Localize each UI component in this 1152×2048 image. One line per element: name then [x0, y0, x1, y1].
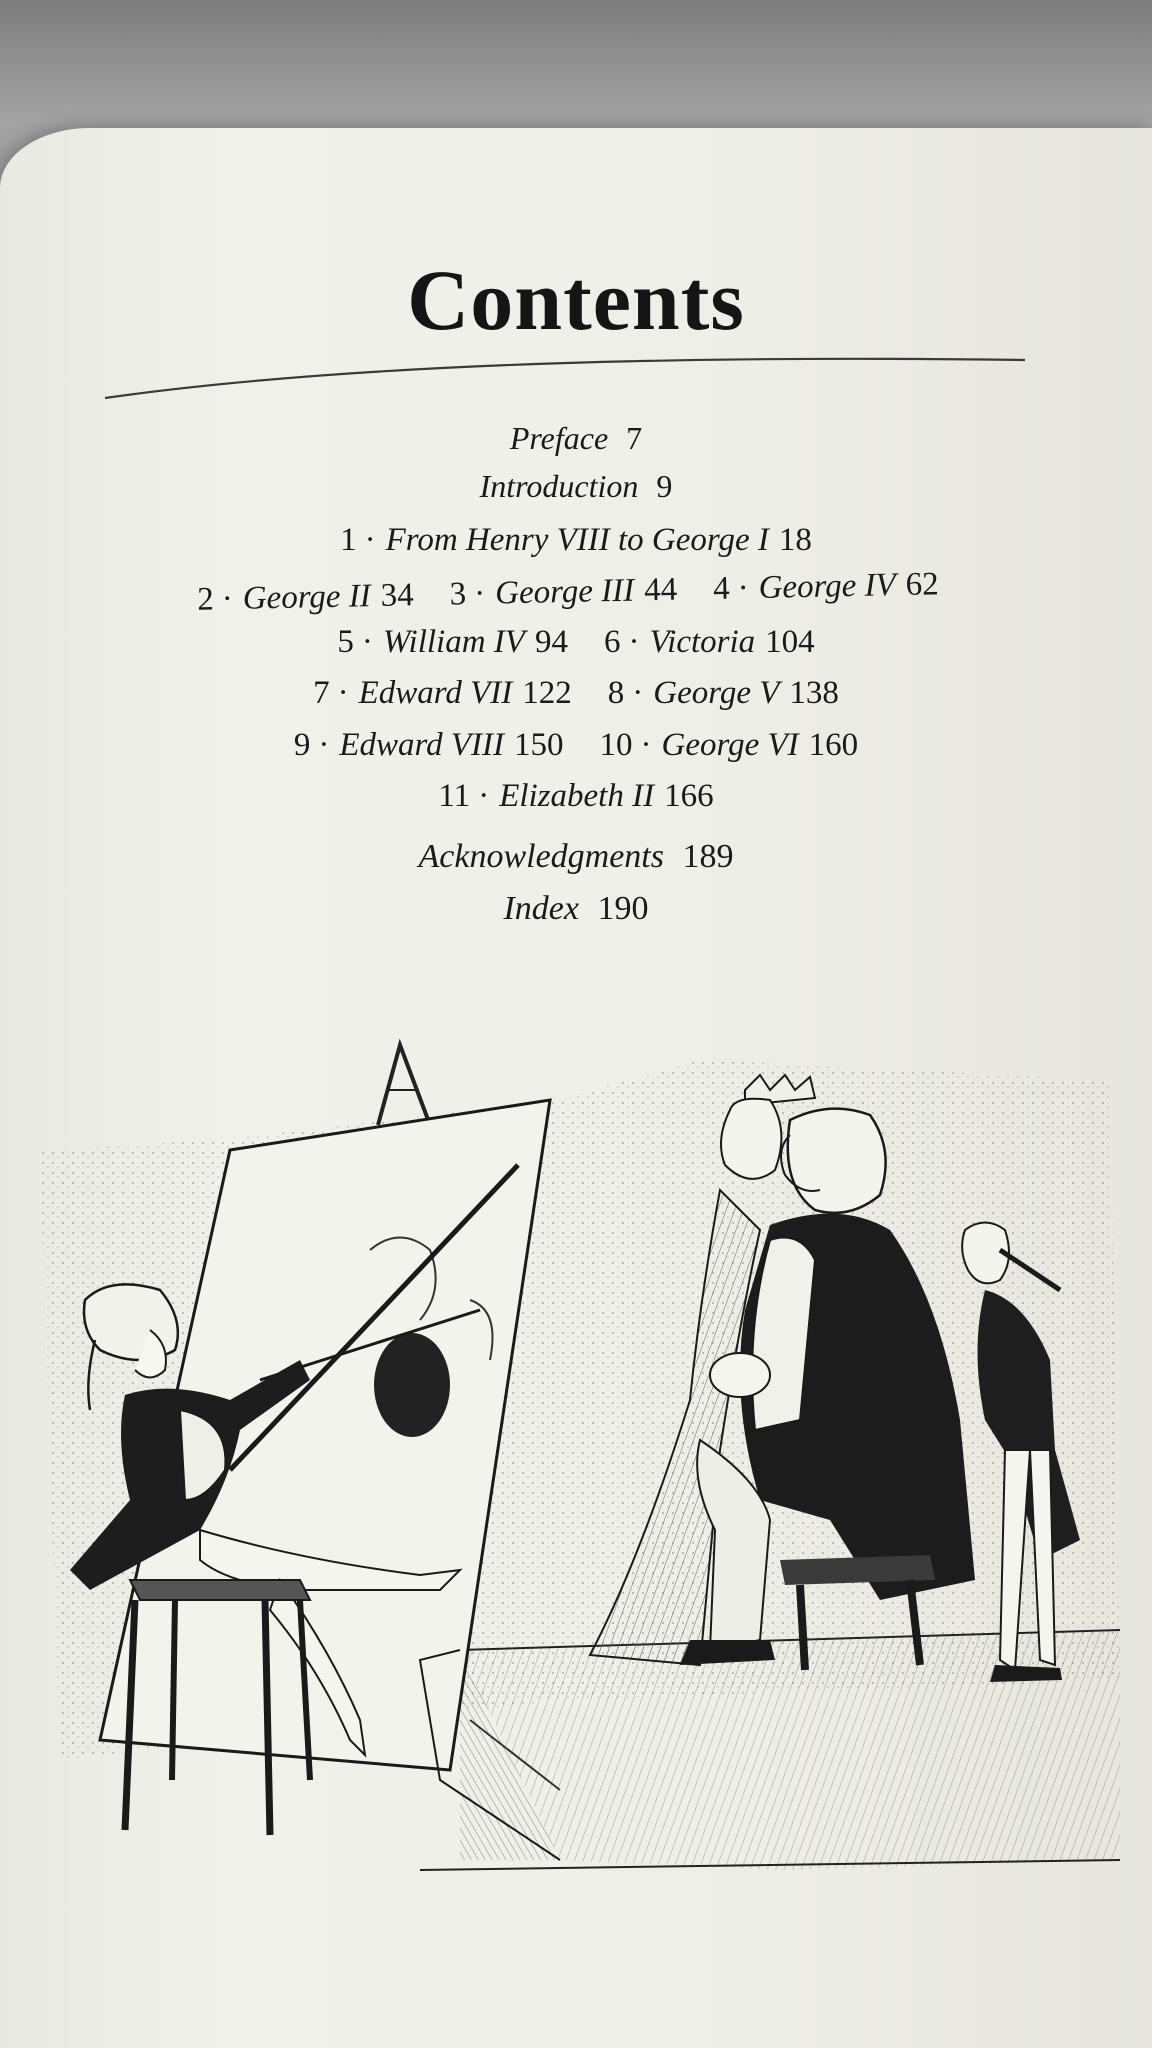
- chapter-page: 150: [514, 727, 564, 763]
- toc-acknowledgments-page: 189: [682, 838, 734, 875]
- chapter-page: 44: [643, 571, 678, 609]
- chapter-page: 94: [534, 624, 568, 660]
- chapter-separator: ·: [628, 624, 640, 660]
- chapter-title: George V: [653, 675, 780, 711]
- page-title: Contents: [407, 252, 745, 348]
- chapter-page: 18: [778, 522, 812, 558]
- chapter-page: 122: [522, 675, 572, 711]
- chapter-number: 4: [712, 570, 730, 607]
- chapter-page: 166: [664, 778, 714, 814]
- chapter-separator: ·: [221, 581, 234, 618]
- chapter-number: 9: [293, 727, 311, 763]
- chapter-title: Elizabeth II: [499, 778, 655, 814]
- toc-introduction-page: 9: [656, 468, 673, 504]
- chapter-title: George VI: [661, 727, 799, 763]
- chapter-title: From Henry VIII to George I: [385, 522, 769, 558]
- toc-introduction-label: Introduction: [479, 468, 639, 504]
- chapter-number: 6: [603, 624, 621, 660]
- chapter-title: George III: [494, 572, 635, 612]
- chapter-title: George II: [242, 578, 372, 617]
- chapter-number: 7: [313, 675, 330, 711]
- chapter-number: 10: [599, 727, 633, 763]
- chapter-number: 3: [449, 576, 467, 613]
- chapter-separator: ·: [364, 522, 376, 558]
- toc-acknowledgments-label: Acknowledgments: [418, 838, 664, 875]
- chapter-page: 138: [789, 675, 839, 711]
- chapter-separator: ·: [478, 778, 490, 814]
- chapter-number: 8: [607, 675, 625, 711]
- chapter-separator: ·: [337, 675, 349, 711]
- chapter-page: 160: [808, 727, 859, 763]
- chapter-title: Edward VII: [358, 675, 513, 711]
- toc-preface-page: 7: [626, 420, 643, 456]
- chapter-number: 1: [340, 522, 357, 558]
- chapter-separator: ·: [473, 575, 486, 612]
- chapter-number: 2: [196, 581, 215, 618]
- chapter-title: Edward VIII: [339, 727, 505, 763]
- chapter-number: 11: [438, 778, 471, 814]
- chapter-title: George IV: [758, 567, 897, 607]
- chapter-page: 34: [380, 577, 415, 614]
- chapter-title: Victoria: [649, 624, 756, 660]
- chapter-separator: ·: [632, 675, 644, 711]
- toc-index-label: Index: [503, 890, 579, 927]
- toc-preface-label: Preface: [509, 420, 609, 456]
- toc-index-page: 190: [597, 890, 649, 927]
- chapter-separator: ·: [361, 624, 373, 660]
- chapter-number: 5: [337, 624, 354, 660]
- chapter-separator: ·: [640, 727, 652, 763]
- chapter-separator: ·: [737, 570, 749, 607]
- chapter-separator: ·: [318, 727, 330, 763]
- chapter-title: William IV: [382, 624, 525, 660]
- chapter-page: 104: [765, 624, 815, 660]
- chapter-page: 62: [905, 566, 940, 603]
